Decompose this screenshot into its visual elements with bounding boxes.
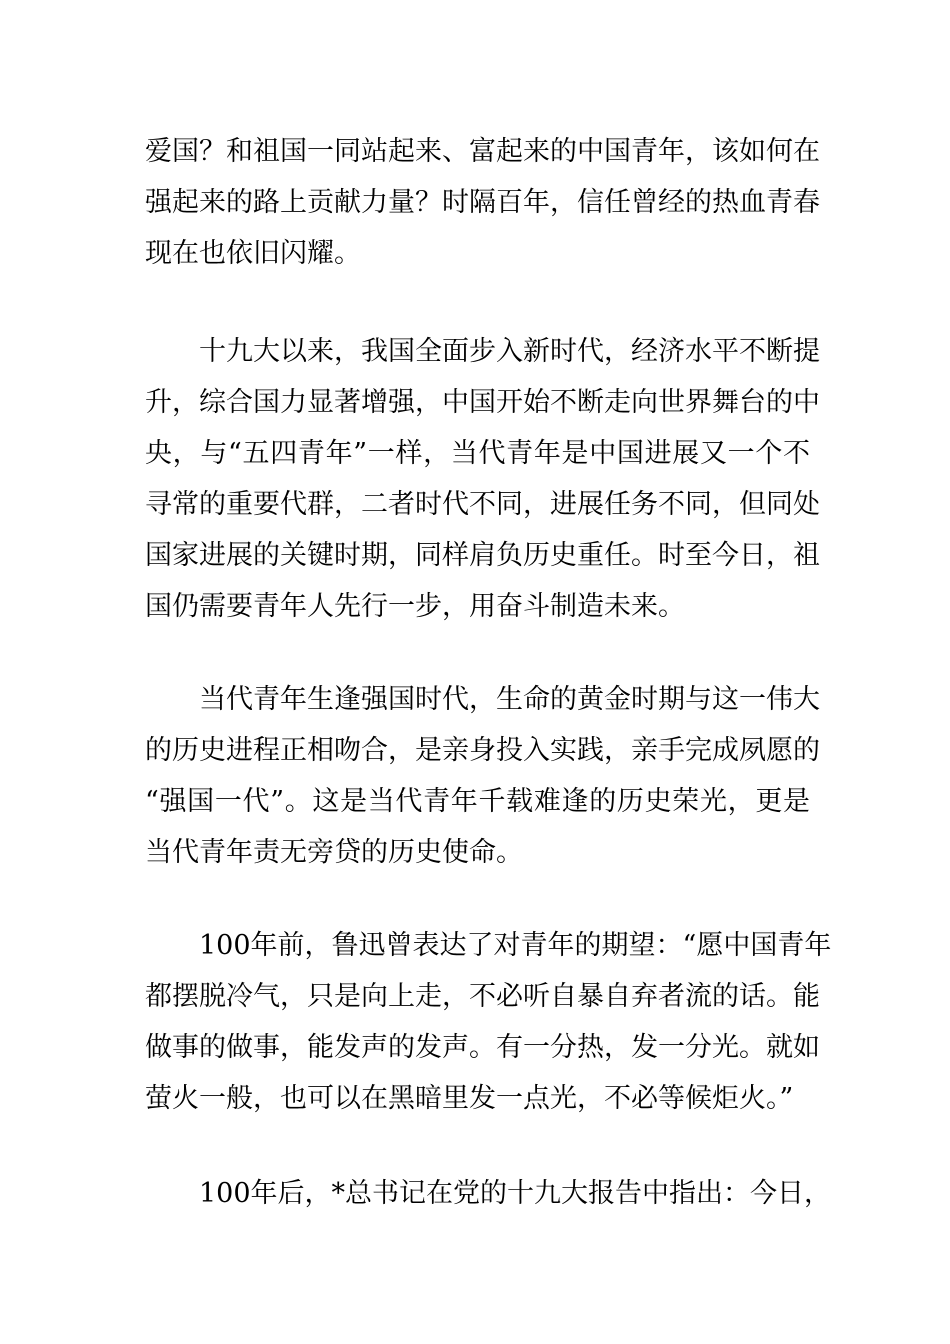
- paragraph-line: 升，综合国力显著增强，中国开始不断走向世界舞台的中: [145, 387, 820, 418]
- paragraph-line: 当代青年责无旁贷的历史使命。: [145, 837, 523, 868]
- paragraph-line: 央，与“五四青年”一样，当代青年是中国进展又一个不: [145, 438, 810, 469]
- paragraph-line: 100年后，*总书记在党的十九大报告中指出：今日，: [199, 1178, 832, 1209]
- paragraph-line: 的历史进程正相吻合，是亲身投入实践，亲手完成夙愿的: [145, 735, 820, 766]
- paragraph-line: 100年前，鲁迅曾表达了对青年的期望：“愿中国青年: [199, 930, 832, 961]
- paragraph-line: 强起来的路上贡献力量？时隔百年，信任曾经的热血青春: [145, 187, 820, 218]
- paragraph-line: 现在也依旧闪耀。: [145, 238, 361, 269]
- paragraph-line: 做事的做事，能发声的发声。有一分热，发一分光。就如: [145, 1032, 820, 1063]
- paragraph-line: “强国一代”。这是当代青年千载难逢的历史荣光，更是: [145, 786, 810, 817]
- paragraph-1: [145, 126, 820, 279]
- paragraph-line: 爱国？和祖国一同站起来、富起来的中国青年，该如何在: [145, 136, 820, 167]
- paragraph-line: 当代青年生逢强国时代，生命的黄金时期与这一伟大: [199, 684, 820, 715]
- paragraph-line: 国仍需要青年人先行一步，用奋斗制造未来。: [145, 591, 685, 622]
- paragraph-line: 都摆脱冷气，只是向上走，不必听自暴自弃者流的话。能: [145, 981, 820, 1012]
- paragraph-5: [145, 1168, 832, 1219]
- paragraph-3: [145, 674, 820, 878]
- paragraph-line: 国家进展的关键时期，同样肩负历史重任。时至今日，祖: [145, 540, 820, 571]
- paragraph-2: [145, 326, 820, 632]
- paragraph-line: 寻常的重要代群，二者时代不同，进展任务不同，但同处: [145, 489, 820, 520]
- paragraph-line: 十九大以来，我国全面步入新时代，经济水平不断提: [199, 336, 820, 367]
- paragraph-4: [145, 920, 832, 1124]
- paragraph-line: 萤火一般，也可以在黑暗里发一点光，不必等候炬火。”: [145, 1083, 794, 1114]
